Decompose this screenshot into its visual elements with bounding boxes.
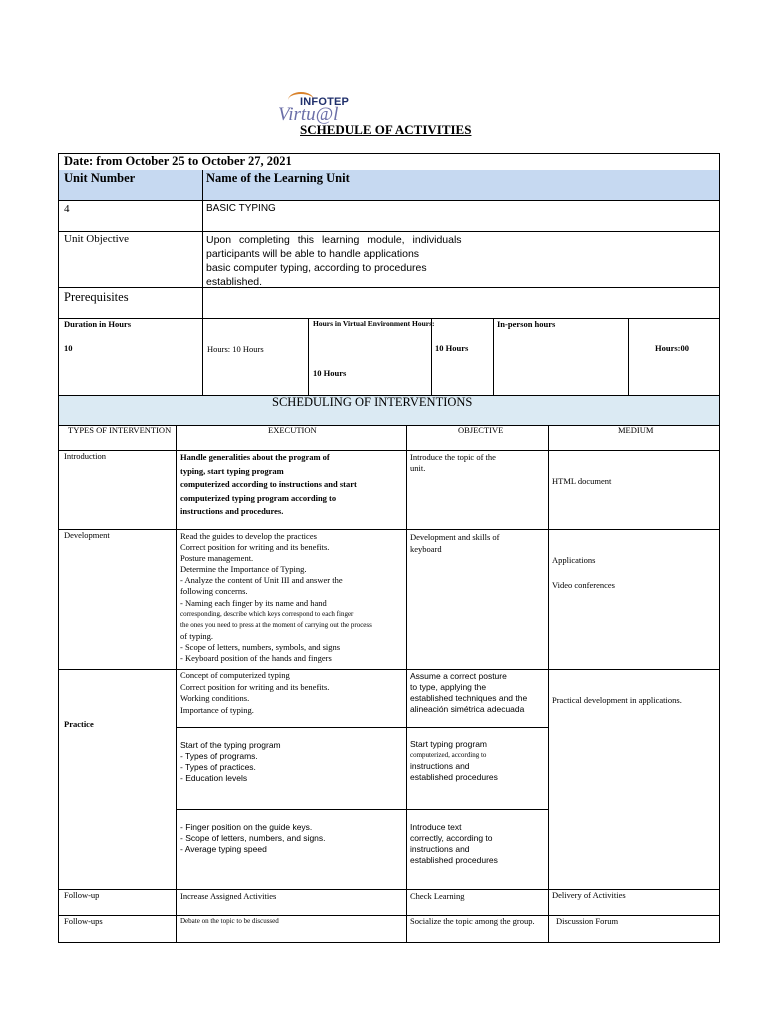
row-practice-execution-2: Start of the typing program - Types of programs. - Types of practices. - Education levels bbox=[180, 740, 281, 783]
row-practice-execution-3: - Finger position on the guide keys. - Scope of letters, numbers, and signs. - Average typing speed bbox=[180, 822, 326, 854]
row-practice-type: Practice bbox=[64, 719, 94, 729]
virtual-value-2: 10 Hours bbox=[435, 343, 469, 353]
row-practice-objective-3: Introduce text correctly, according to instructions and established procedures bbox=[410, 822, 498, 865]
row-development-medium-1: Applications bbox=[552, 555, 596, 565]
page-title: SCHEDULE OF ACTIVITIES bbox=[300, 122, 472, 137]
row-followups-medium: Discussion Forum bbox=[556, 916, 619, 926]
date-range: Date: from October 25 to October 27, 2021 bbox=[64, 154, 292, 168]
row-practice-objective-1: Assume a correct posture to type, applying the established techniques and the alineación simétrica adecuada bbox=[410, 671, 528, 714]
logo-brand: INFOTEP bbox=[300, 96, 350, 108]
row-followup-execution: Increase Assigned Activities bbox=[180, 891, 277, 901]
row-introduction-medium: HTML document bbox=[552, 476, 612, 486]
unit-number: 4 bbox=[64, 203, 70, 215]
col-medium: MEDIUM bbox=[618, 425, 654, 435]
virtual-label: Hours in Virtual Environment Hours: bbox=[313, 319, 435, 328]
logo-script: Virtu@l bbox=[278, 104, 339, 125]
row-development-execution: Read the guides to develop the practices Correct position for writing and its benefits. Posture management. Determine the Importance of Typing. - Analyze the content of Unit III and answer the following concerns. - Naming each finger by its name and hand corresponding, describe which keys correspond to each finger the ones you need to press at the moment of carrying out the process of typing. - Scope of letters, numbers, symbols, and signs - Keyboard position of the hands and fingers bbox=[180, 531, 372, 664]
inperson-label: In-person hours bbox=[497, 319, 556, 329]
row-followup-medium: Delivery of Activities bbox=[552, 890, 626, 900]
objective-label: Unit Objective bbox=[64, 233, 130, 245]
hours-text: Hours: 10 Hours bbox=[207, 344, 264, 354]
duration-value: 10 bbox=[64, 343, 73, 353]
row-followups-execution: Debate on the topic to be discussed bbox=[180, 917, 279, 925]
row-practice-objective-2: Start typing program computerized, according to instructions and established procedures bbox=[410, 739, 498, 782]
unit-name: BASIC TYPING bbox=[206, 203, 276, 214]
unit-name-label: Name of the Learning Unit bbox=[206, 171, 350, 185]
row-followups-objective: Socialize the topic among the group. bbox=[410, 916, 535, 926]
row-practice-medium: Practical development in applications. bbox=[552, 695, 682, 705]
scheduling-title: SCHEDULING OF INTERVENTIONS bbox=[272, 395, 473, 409]
row-development-objective: Development and skills of keyboard bbox=[410, 532, 500, 554]
row-followups-type: Follow-ups bbox=[64, 916, 103, 926]
virtual-value: 10 Hours bbox=[313, 368, 347, 378]
inperson-value: Hours:00 bbox=[655, 343, 689, 353]
col-execution: EXECUTION bbox=[268, 425, 317, 435]
row-followup-type: Follow-up bbox=[64, 890, 100, 900]
row-introduction-type: Introduction bbox=[64, 451, 107, 461]
row-introduction-objective: Introduce the topic of the unit. bbox=[410, 452, 496, 473]
objective-text: Upon completing this learning module, individuals participants will be able to handle applications basic computer typing, according to procedures established. bbox=[206, 234, 462, 288]
row-practice-execution-1: Concept of computerized typing Correct position for writing and its benefits. Working conditions. Importance of typing. bbox=[180, 670, 330, 715]
col-objective: OBJECTIVE bbox=[458, 425, 504, 435]
prerequisites-label: Prerequisites bbox=[64, 290, 129, 304]
row-development-medium-2: Video conferences bbox=[552, 580, 615, 590]
row-introduction-execution: Handle generalities about the program of typing, start typing program computerized according to instructions and start computerized typing program according to instructions and procedures. bbox=[180, 452, 357, 516]
duration-label: Duration in Hours bbox=[64, 319, 132, 329]
header-fill bbox=[59, 170, 719, 200]
col-types: TYPES OF INTERVENTION bbox=[68, 425, 172, 435]
row-development-type: Development bbox=[64, 530, 110, 540]
row-followup-objective: Check Learning bbox=[410, 891, 465, 901]
unit-number-label: Unit Number bbox=[64, 171, 136, 185]
